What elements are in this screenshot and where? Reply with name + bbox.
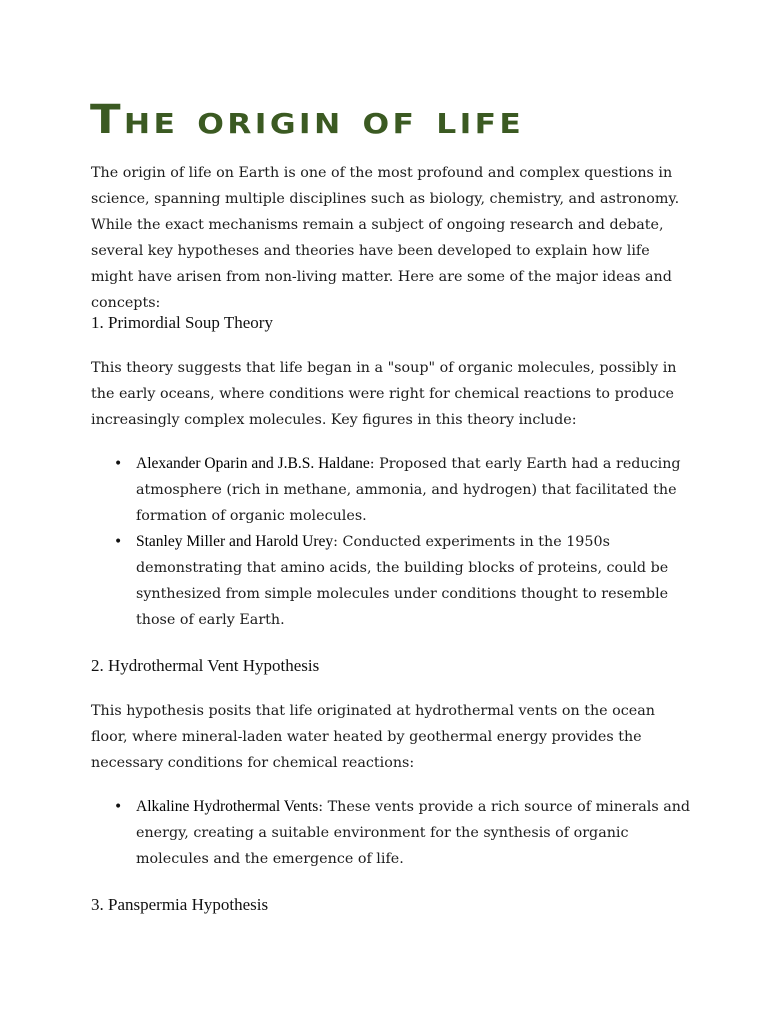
list-item-term: Stanley Miller and Harold Urey bbox=[136, 533, 334, 550]
bullet-icon: • bbox=[114, 799, 123, 815]
bullet-icon: • bbox=[114, 534, 123, 550]
list-item bbox=[114, 794, 691, 872]
intro-paragraph: The origin of life on Earth is one of the most profound and complex questions in science, spanning multiple disciplines such as biology, chemistry, and astronomy. While the exact mechanisms remain a subject of ongoing research and debate, several key hypotheses and theories have been developed to explain how life might have arisen from non-living matter. Here are some of the major ideas and concepts: bbox=[91, 165, 680, 311]
list-item-text: : These vents provide a rich source of minerals and energy, creating a suitable environment for the synthesis of organic molecules and the emergence of life. bbox=[136, 799, 691, 867]
hydrothermal-vent-list bbox=[114, 794, 691, 872]
bullet-icon: • bbox=[114, 456, 123, 472]
list-item bbox=[114, 451, 691, 529]
list-item-text: : Conducted experiments in the 1950s demonstrating that amino acids, the building blocks of proteins, could be synthesized from simple molecules under conditions thought to resemble those of early Earth. bbox=[136, 534, 669, 628]
document-title: The origin of life bbox=[90, 97, 525, 143]
section-heading-panspermia: 3. Panspermia Hypothesis bbox=[91, 895, 269, 914]
list-item-term: Alexander Oparin and J.B.S. Haldane bbox=[136, 455, 370, 472]
primordial-soup-list bbox=[114, 451, 691, 633]
list-item-term: Alkaline Hydrothermal Vents bbox=[136, 798, 319, 815]
list-item-text: : Proposed that early Earth had a reducing atmosphere (rich in methane, ammonia, and hydrogen) that facilitated the formation of organic molecules. bbox=[136, 456, 681, 524]
primordial-soup-paragraph: This theory suggests that life began in a "soup" of organic molecules, possibly in the early oceans, where conditions were right for chemical reactions to produce increasingly complex molecules. Key figures in this theory include: bbox=[91, 360, 677, 428]
list-item bbox=[114, 529, 691, 633]
section-heading-hydrothermal-vent: 2. Hydrothermal Vent Hypothesis bbox=[91, 656, 320, 675]
section-heading-primordial-soup: 1. Primordial Soup Theory bbox=[91, 313, 273, 332]
hydrothermal-vent-paragraph: This hypothesis posits that life originated at hydrothermal vents on the ocean floor, where mineral-laden water heated by geothermal energy provides the necessary conditions for chemical reactions: bbox=[91, 703, 655, 771]
